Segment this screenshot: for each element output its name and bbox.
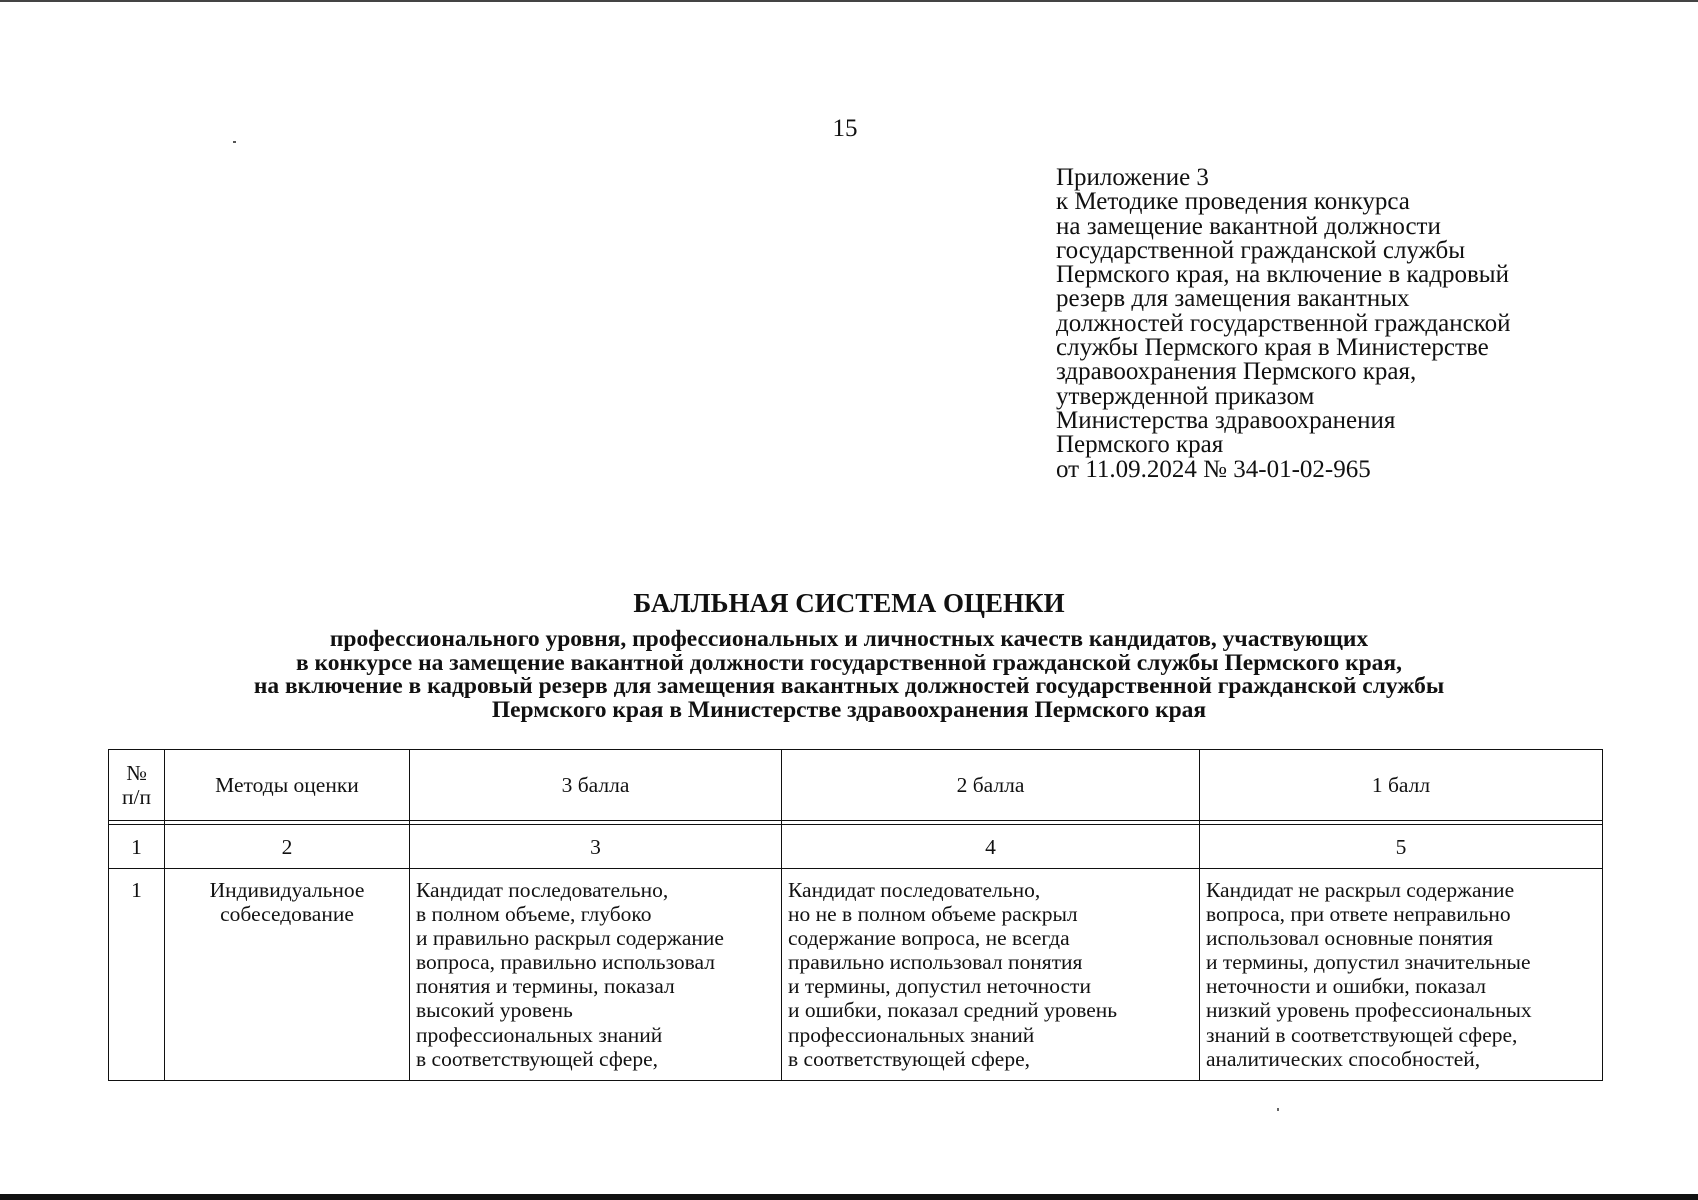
appendix-line: Министерства здравоохранения bbox=[1056, 406, 1396, 434]
criteria-line: и правильно раскрыл содержание bbox=[416, 926, 724, 951]
scan-speck bbox=[233, 141, 236, 143]
subtitle-line: на включение в кадровый резерв для замещения вакантных должностей государственной гражданской службы bbox=[253, 673, 1445, 699]
table-header-row bbox=[109, 750, 1603, 821]
criteria-line: Кандидат последовательно, bbox=[788, 878, 1041, 902]
scan-top-edge bbox=[0, 0, 1698, 2]
row-method bbox=[165, 869, 410, 1081]
criteria-line: Кандидат последовательно, bbox=[416, 878, 669, 902]
row-score2-criteria bbox=[782, 869, 1200, 1081]
criteria-line: вопроса, при ответе неправильно bbox=[1206, 902, 1511, 927]
criteria-line: и термины, допустил значительные bbox=[1206, 950, 1531, 975]
appendix-line: утвержденной приказом bbox=[1056, 382, 1315, 410]
header-cell-score3: 3 балла bbox=[410, 750, 782, 821]
scoring-table bbox=[108, 749, 1603, 1081]
subtitle-line: профессионального уровня, профессиональных и личностных качеств кандидатов, участвующих bbox=[329, 626, 1369, 652]
header-cell-score2: 2 балла bbox=[782, 750, 1200, 821]
appendix-line: к Методике проведения конкурса bbox=[1056, 188, 1410, 216]
criteria-line: вопроса, правильно использовал bbox=[416, 950, 716, 975]
table-row bbox=[109, 869, 1603, 1081]
row-score1-criteria bbox=[1200, 869, 1603, 1081]
header-number-abbr: п/п bbox=[122, 785, 151, 809]
page-number: 15 bbox=[832, 115, 858, 142]
criteria-line: в полном объеме, глубоко bbox=[416, 902, 652, 927]
criteria-line: и ошибки, показал средний уровень bbox=[788, 998, 1118, 1023]
appendix-line: на замещение вакантной должности bbox=[1056, 212, 1441, 240]
appendix-block bbox=[1056, 166, 1656, 482]
criteria-line: профессиональных знаний bbox=[416, 1022, 663, 1047]
column-number: 4 bbox=[782, 825, 1200, 869]
subtitle-line: в конкурсе на замещение вакантной должности государственной гражданской службы Пермского края, bbox=[295, 649, 1403, 676]
column-number-row bbox=[109, 825, 1603, 869]
criteria-line: содержание вопроса, не всегда bbox=[788, 926, 1070, 951]
scan-speck bbox=[1277, 1108, 1279, 1111]
criteria-line: и термины, допустил неточности bbox=[788, 974, 1091, 999]
column-number: 2 bbox=[165, 825, 410, 869]
document-title: БАЛЛЬНАЯ СИСТЕМА ОЦЕНКИ bbox=[633, 588, 1065, 618]
criteria-line: но не в полном объеме раскрыл bbox=[788, 902, 1078, 927]
subtitle-line: Пермского края в Министерстве здравоохранения Пермского края bbox=[491, 696, 1207, 723]
column-number: 1 bbox=[109, 825, 165, 869]
row-score3-criteria bbox=[410, 869, 782, 1081]
criteria-line: профессиональных знаний bbox=[788, 1022, 1035, 1047]
appendix-line: Пермского края, на включение в кадровый bbox=[1056, 261, 1509, 289]
criteria-line: использовал основные понятия bbox=[1206, 926, 1493, 951]
method-line: собеседование bbox=[220, 902, 354, 927]
criteria-line: неточности и ошибки, показал bbox=[1206, 974, 1486, 999]
header-cell-number bbox=[109, 750, 165, 821]
criteria-line: высокий уровень bbox=[416, 998, 573, 1023]
appendix-line: службы Пермского края в Министерстве bbox=[1056, 334, 1489, 362]
appendix-line: резерв для замещения вакантных bbox=[1056, 285, 1410, 313]
document-subtitle bbox=[0, 628, 1698, 722]
appendix-line: государственной гражданской службы bbox=[1056, 236, 1466, 264]
criteria-line: в соответствующей сфере, bbox=[416, 1046, 659, 1071]
appendix-line: Пермского края bbox=[1056, 431, 1224, 459]
appendix-line: Приложение 3 bbox=[1056, 164, 1209, 191]
criteria-line: низкий уровень профессиональных bbox=[1206, 998, 1532, 1023]
row-number: 1 bbox=[109, 869, 165, 1081]
criteria-line: Кандидат не раскрыл содержание bbox=[1206, 878, 1515, 902]
method-line: Индивидуальное bbox=[209, 878, 365, 902]
scan-bottom-edge bbox=[0, 1194, 1698, 1200]
column-number: 3 bbox=[410, 825, 782, 869]
criteria-line: знаний в соответствующей сфере, bbox=[1206, 1022, 1518, 1047]
header-number-symbol: № bbox=[126, 761, 147, 785]
criteria-line: аналитических способностей, bbox=[1206, 1046, 1481, 1071]
appendix-line: от 11.09.2024 № 34-01-02-965 bbox=[1056, 455, 1371, 483]
column-number: 5 bbox=[1200, 825, 1603, 869]
criteria-line: в соответствующей сфере, bbox=[788, 1046, 1031, 1071]
appendix-line: должностей государственной гражданской bbox=[1056, 309, 1511, 337]
appendix-line: здравоохранения Пермского края, bbox=[1056, 358, 1417, 386]
header-cell-method: Методы оценки bbox=[165, 750, 410, 821]
header-cell-score1: 1 балл bbox=[1200, 750, 1603, 821]
criteria-line: понятия и термины, показал bbox=[416, 974, 675, 999]
criteria-line: правильно использовал понятия bbox=[788, 950, 1083, 975]
